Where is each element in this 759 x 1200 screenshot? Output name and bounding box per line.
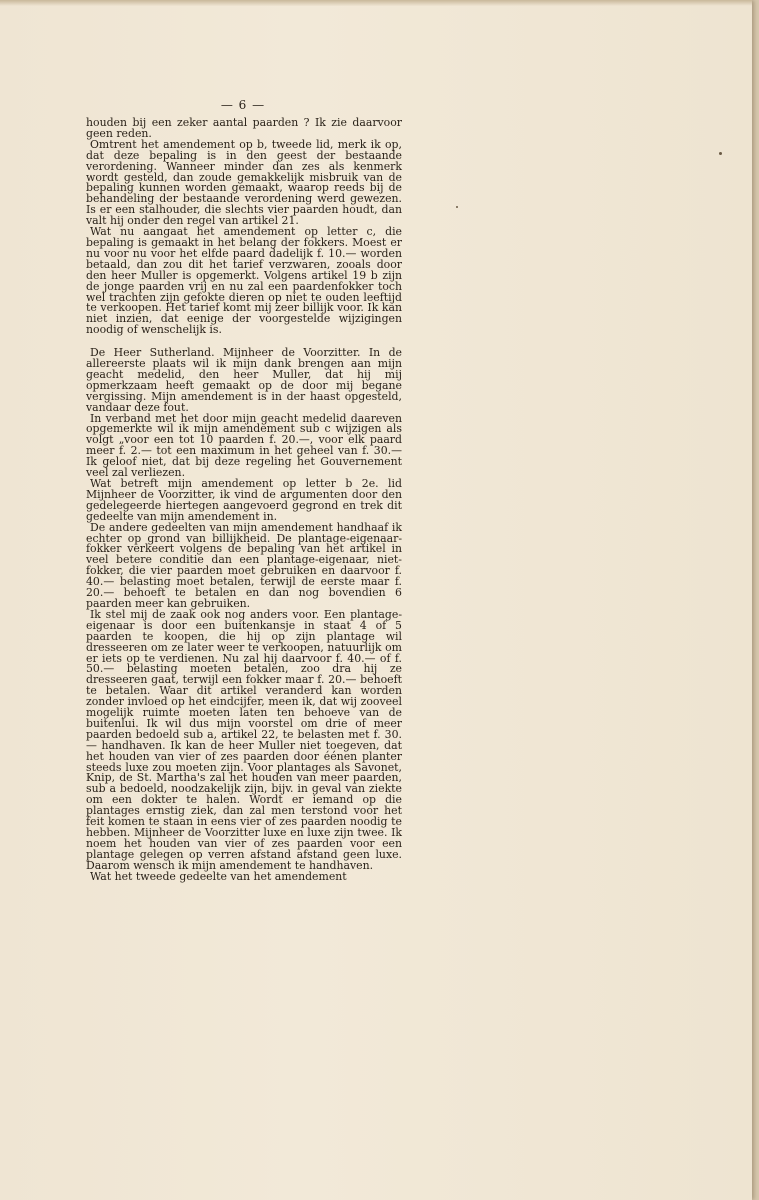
speaker-paragraph: De Heer Sutherland. Mijnheer de Voorzitter. In de allereerste plaats wil ik mijn dank brengen aan mijn geacht medelid, den heer Muller, dat hij mij opmerkzaam heeft gemaakt op de door mij begane vergissing. Mijn amendement is in der haast opgesteld, vandaar deze fout. bbox=[86, 346, 402, 414]
text-column bbox=[86, 118, 402, 883]
paragraph: Wat nu aangaat het amendement op letter c, die bepaling is gemaakt in het belang der fokkers. Moest er nu voor nu voor het elfde paard dadelijk f. 10.— worden betaald, dan zou dit het tarief verzwaren, zooals door den heer Muller is opgemerkt. Volgens artikel 19 b zijn de jonge paarden vrij en nu zal een paardenfokker toch wel trachten zijn gefokte dieren op niet te ouden leeftijd te verkoopen. Het tarief komt mij zeer billijk voor. Ik kan niet inzien, dat eenige der voorgestelde wijzigingen noodig of wenschelijk is. bbox=[86, 225, 402, 337]
paragraph: Ik stel mij de zaak ook nog anders voor. Een plantage-eigenaar is door een buitenkansje in staat 4 of 5 paarden te koopen, die hij op zijn plantage wil dresseeren om ze later weer te verkoopen, natuurlijk om er iets op te verdienen. Nu zal hij daarvoor f. 40.— of f. 50.— belasting moeten betalen, zoo dra hij ze dresseeren gaat, terwijl een fokker maar f. 20.— behoeft te betalen. Waar dit artikel veranderd kan worden zonder invloed op het eindcijfer, meen ik, dat wij zooveel mogelijk ruimte moeten laten ten behoeve van de buitenlui. Ik wil dus mijn voorstel om drie of meer paarden bedoeld sub a, artikel 22, te belasten met f. 30.— handhaven. Ik kan de heer Muller niet toegeven, dat het houden van vier of zes paarden door éénen planter steeds luxe zou moeten zijn. Voor plantages als Savonet, Knip, de St. Martha's zal het houden van meer paarden, sub a bedoeld, noodzakelijk zijn, bijv. in geval van ziekte om een dokter te halen. Wordt er iemand op die plantages ernstig ziek, dan zal men terstond voor het feit komen te staan in eens vier of zes paarden noodig te hebben. Mijnheer de Voorzitter luxe en luxe zijn twee. Ik noem het houden van vier of zes paarden voor een plantage gelegen op verren afstand afstand geen luxe. Daarom wensch ik mijn amendement te handhaven. bbox=[86, 607, 402, 872]
paragraph: De andere gedeelten van mijn amendement handhaaf ik echter op grond van billijkheid. De plantage-eigenaar-fokker verkeert volgens de bepaling van het artikel in veel betere conditie dan een plantage-eigenaar, niet-fokker, die vier paarden moet gebruiken en daarvoor f. 40.— belasting moet betalen, terwijl de eerste maar f. 20.— behoeft te betalen en dan nog bovendien 6 paarden meer kan gebruiken. bbox=[86, 520, 402, 610]
page-top-edge bbox=[0, 0, 752, 6]
paper-speck bbox=[456, 206, 458, 208]
paragraph: Wat betreft mijn amendement op letter b 2e. lid Mijnheer de Voorzitter, ik vind de argumenten door den gedelegeerde hiertegen aangevoerd gegrond en trek dit gedeelte van mijn amendement in. bbox=[86, 477, 402, 523]
paragraph: Omtrent het amendement op b, tweede lid, merk ik op, dat deze bepaling is in den geest der bestaande verordening. Wanneer minder dan zes als kenmerk wordt gesteld, dan zoude gemakkelijk misbruik van de bepaling kunnen worden gemaakt, waarop reeds bij de behandeling der bestaande verordening werd gewezen. Is er een stalhouder, die slechts vier paarden houdt, dan valt hij onder den regel van artikel 21. bbox=[86, 137, 402, 228]
page-number: — 6 — bbox=[220, 98, 266, 112]
paper-speck bbox=[719, 152, 722, 155]
paragraph: Wat het tweede gedeelte van het amendement bbox=[90, 869, 347, 883]
paragraph: houden bij een zeker aantal paarden ? Ik zie daarvoor geen reden. bbox=[86, 116, 402, 140]
paragraph: In verband met het door mijn geacht medelid daareven opgemerkte wil ik mijn amendement sub c wijzigen als volgt „voor een tot 10 paarden f. 20.—, voor elk paard meer f. 2.— tot een maximum in het geheel van f. 30.— Ik geloof niet, dat bij deze regeling het Gouvernement veel zal verliezen. bbox=[86, 411, 402, 480]
